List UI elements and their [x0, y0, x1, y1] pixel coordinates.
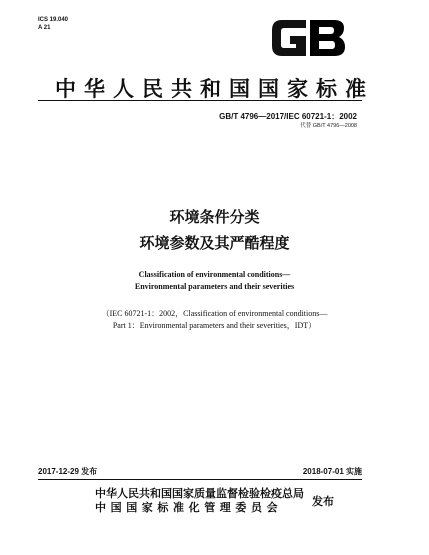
ics-code: ICS 19.040 [38, 17, 69, 23]
bottom-divider [38, 479, 362, 480]
issuer-line1: 中华人民共和国国家质量监督检验检疫总局 [95, 487, 304, 500]
issuer-line2: 中国国家标准化管理委员会 [95, 501, 283, 514]
standard-code: GB/T 4796—2017/IEC 60721-1：2002 [219, 112, 357, 121]
english-title-line1: Classification of environmental conditions— [138, 270, 291, 279]
chinese-title-line1: 环境条件分类 [169, 208, 260, 226]
top-divider [38, 100, 362, 101]
publish-label: 发布 [312, 495, 334, 508]
replaces-note: 代替 GB/T 4796—2008 [300, 123, 357, 129]
issuer-names [95, 487, 304, 515]
issue-date: 2017-12-29 发布 [38, 467, 98, 476]
national-standard-title: 中华人民共和国国家标准 [55, 76, 374, 101]
classification-codes [38, 16, 68, 32]
ccs-code: A 21 [38, 25, 51, 31]
implementation-date: 2018-07-01 实施 [302, 467, 362, 476]
logo-letter-g [272, 20, 306, 56]
logo-letter-b [310, 20, 345, 56]
english-title-line2: Environmental parameters and their severities [134, 282, 295, 291]
gb-logo-icon [268, 14, 348, 62]
iec-reference-line2: Part 1：Environmental parameters and their severities，IDT） [112, 321, 317, 330]
issuer-block [0, 487, 429, 515]
chinese-title-line2: 环境参数及其严酷程度 [139, 234, 290, 252]
iec-reference-line1: （IEC 60721-1：2002，Classification of environmental conditions— [101, 309, 328, 318]
